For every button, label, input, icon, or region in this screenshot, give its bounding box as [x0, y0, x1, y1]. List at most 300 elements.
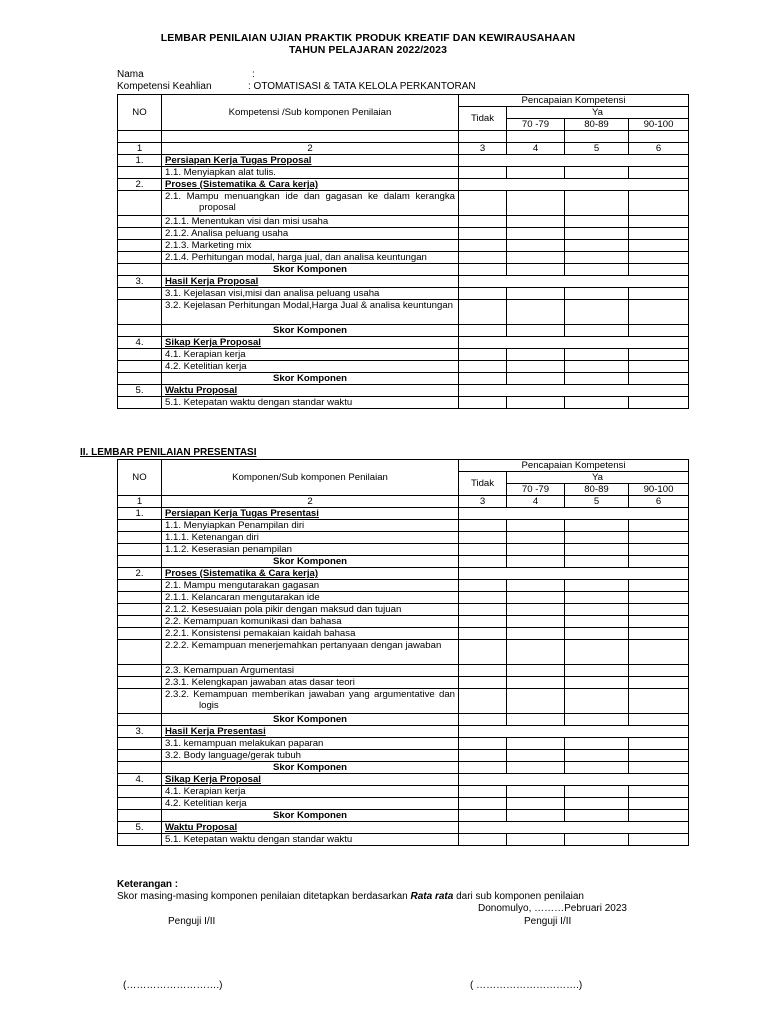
score-cell[interactable] [629, 592, 689, 604]
table-row [118, 810, 689, 822]
row-number [118, 677, 162, 689]
score-cell[interactable] [507, 373, 565, 385]
score-cell[interactable] [507, 689, 565, 714]
row-number [118, 834, 162, 846]
score-cell[interactable] [565, 750, 629, 762]
table-row [118, 798, 689, 810]
col-index: 4 [507, 496, 565, 508]
score-cell[interactable] [459, 544, 507, 556]
row-number [118, 532, 162, 544]
score-cell[interactable] [459, 373, 507, 385]
subcomponent-label: 1.1.2. Keserasian penampilan [162, 544, 459, 556]
score-cell[interactable] [459, 349, 507, 361]
row-number [118, 616, 162, 628]
subcomponent-label: 2.1.3. Marketing mix [162, 240, 459, 252]
document-title: LEMBAR PENILAIAN UJIAN PRAKTIK PRODUK KREATIF DAN KEWIRAUSAHAAN [160, 32, 576, 44]
score-cell[interactable] [565, 762, 629, 774]
component-heading: Waktu Proposal [162, 385, 459, 397]
score-cell[interactable] [507, 604, 565, 616]
score-cell[interactable] [507, 640, 565, 665]
kompetensi-value: : OTOMATISASI & TATA KELOLA PERKANTORAN [248, 81, 476, 92]
score-cell[interactable] [565, 665, 629, 677]
score-cell[interactable] [459, 167, 507, 179]
score-cell[interactable] [629, 738, 689, 750]
merged-score-cell [459, 385, 689, 397]
row-number [118, 191, 162, 216]
score-cell[interactable] [459, 520, 507, 532]
score-cell[interactable] [629, 167, 689, 179]
score-cell[interactable] [507, 580, 565, 592]
subcomponent-label: 2.2.1. Konsistensi pemakaian kaidah bahasa [162, 628, 459, 640]
score-cell[interactable] [629, 604, 689, 616]
row-number: 3. [118, 276, 162, 288]
score-cell[interactable] [507, 191, 565, 216]
score-cell[interactable] [459, 580, 507, 592]
score-cell[interactable] [629, 714, 689, 726]
table-row [118, 604, 689, 616]
score-cell[interactable] [507, 300, 565, 325]
table-row [118, 689, 689, 714]
row-number: 3. [118, 726, 162, 738]
score-cell[interactable] [565, 300, 629, 325]
score-cell[interactable] [565, 640, 629, 665]
subcomponent-label: 5.1. Ketepatan waktu dengan standar waktu [162, 834, 459, 846]
score-cell[interactable] [629, 349, 689, 361]
signature-left: (……………………….) [123, 980, 223, 991]
score-cell[interactable] [565, 786, 629, 798]
subcomponent-label: 2.1.1. Kelancaran mengutarakan ide [162, 592, 459, 604]
row-number [118, 592, 162, 604]
table-row [118, 508, 689, 520]
row-number [118, 520, 162, 532]
score-cell[interactable] [459, 810, 507, 822]
examiner-right-label: Penguji I/II [524, 916, 572, 927]
row-number [118, 738, 162, 750]
score-cell[interactable] [629, 786, 689, 798]
score-cell[interactable] [459, 834, 507, 846]
merged-score-cell [459, 726, 689, 738]
row-number [118, 762, 162, 774]
score-cell[interactable] [507, 762, 565, 774]
row-number [118, 810, 162, 822]
score-cell[interactable] [565, 325, 629, 337]
merged-score-cell [459, 822, 689, 834]
subcomponent-label: 2.2. Kemampuan komunikasi dan bahasa [162, 616, 459, 628]
nama-colon: : [252, 69, 255, 80]
score-cell[interactable] [629, 580, 689, 592]
score-cell[interactable] [459, 592, 507, 604]
score-cell[interactable] [507, 361, 565, 373]
score-cell[interactable] [459, 556, 507, 568]
table-row [118, 580, 689, 592]
merged-score-cell [459, 155, 689, 167]
col-index: 6 [629, 496, 689, 508]
score-cell[interactable] [459, 677, 507, 689]
table-row [118, 822, 689, 834]
table-row [118, 665, 689, 677]
score-cell[interactable] [629, 216, 689, 228]
score-cell[interactable] [459, 300, 507, 325]
score-cell[interactable] [459, 288, 507, 300]
table-row [118, 544, 689, 556]
row-number: 4. [118, 774, 162, 786]
score-cell[interactable] [459, 532, 507, 544]
col-index: 1 [118, 496, 162, 508]
score-cell[interactable] [565, 264, 629, 276]
score-cell[interactable] [565, 689, 629, 714]
col-index: 3 [459, 143, 507, 155]
score-cell[interactable] [507, 532, 565, 544]
score-cell[interactable] [507, 544, 565, 556]
subcomponent-text: 3.2. Kejelasan Perhitungan Modal,Harga Jual & analisa keuntungan [165, 300, 454, 311]
score-cell[interactable] [629, 264, 689, 276]
col-no-header: NO [118, 460, 162, 496]
score-cell[interactable] [565, 520, 629, 532]
score-cell[interactable] [459, 191, 507, 216]
component-heading: Persiapan Kerja Tugas Proposal [162, 155, 459, 167]
score-cell[interactable] [507, 616, 565, 628]
score-cell[interactable] [565, 532, 629, 544]
score-cell[interactable] [565, 714, 629, 726]
subcomponent-label: 2.3.1. Kelengkapan jawaban atas dasar teori [162, 677, 459, 689]
kompetensi-label: Kompetensi Keahlian [117, 81, 212, 92]
component-heading: Proses (Sistematika & Cara kerja) [162, 568, 459, 580]
table-row [118, 276, 689, 288]
col-ya-header: Ya [507, 107, 689, 119]
col-range-90-100: 90-100 [629, 484, 689, 496]
score-cell[interactable] [629, 762, 689, 774]
table-row [118, 191, 689, 216]
subcomponent-label [162, 191, 459, 216]
score-cell[interactable] [565, 628, 629, 640]
score-cell[interactable] [459, 689, 507, 714]
place-date: Donomulyo, ………Pebruari 2023 [478, 903, 627, 914]
score-cell[interactable] [507, 798, 565, 810]
row-number [118, 264, 162, 276]
row-number [118, 786, 162, 798]
score-cell[interactable] [629, 252, 689, 264]
score-cell[interactable] [565, 834, 629, 846]
proposal-assessment-table [117, 94, 689, 409]
score-cell[interactable] [565, 240, 629, 252]
score-cell[interactable] [629, 689, 689, 714]
row-number [118, 798, 162, 810]
row-number [118, 240, 162, 252]
score-cell[interactable] [629, 191, 689, 216]
component-score-label: Skor Komponen [162, 556, 459, 568]
table-row [118, 532, 689, 544]
row-number [118, 288, 162, 300]
keterangan-note [117, 891, 584, 902]
table-row [118, 337, 689, 349]
col-range-70-79: 70 -79 [507, 119, 565, 131]
score-cell[interactable] [629, 810, 689, 822]
score-cell[interactable] [459, 714, 507, 726]
score-cell[interactable] [459, 628, 507, 640]
score-cell[interactable] [629, 677, 689, 689]
col-index: 6 [629, 143, 689, 155]
score-cell[interactable] [565, 252, 629, 264]
row-number [118, 604, 162, 616]
row-number [118, 556, 162, 568]
score-cell[interactable] [629, 240, 689, 252]
score-cell[interactable] [459, 264, 507, 276]
score-cell[interactable] [565, 544, 629, 556]
score-cell[interactable] [507, 665, 565, 677]
table-row [118, 714, 689, 726]
score-cell[interactable] [565, 397, 629, 409]
row-number [118, 373, 162, 385]
row-number: 5. [118, 385, 162, 397]
score-cell[interactable] [507, 397, 565, 409]
score-cell[interactable] [459, 616, 507, 628]
presentation-assessment-table [117, 459, 689, 846]
subcomponent-label: 2.1.4. Perhitungan modal, harga jual, dan analisa keuntungan [162, 252, 459, 264]
table-row [118, 385, 689, 397]
col-range-80-89: 80-89 [565, 119, 629, 131]
score-cell[interactable] [459, 640, 507, 665]
score-cell[interactable] [507, 592, 565, 604]
document-subtitle: TAHUN PELAJARAN 2022/2023 [288, 44, 448, 56]
score-cell[interactable] [565, 228, 629, 240]
row-number [118, 750, 162, 762]
score-cell[interactable] [565, 556, 629, 568]
score-cell[interactable] [507, 349, 565, 361]
score-cell[interactable] [507, 628, 565, 640]
score-cell[interactable] [629, 373, 689, 385]
score-cell[interactable] [565, 580, 629, 592]
table-row [118, 264, 689, 276]
score-cell[interactable] [459, 228, 507, 240]
score-cell[interactable] [565, 798, 629, 810]
score-cell[interactable] [565, 604, 629, 616]
col-no-header: NO [118, 95, 162, 131]
col-index: 5 [565, 143, 629, 155]
table-row [118, 179, 689, 191]
table-row [118, 155, 689, 167]
score-cell[interactable] [565, 288, 629, 300]
score-cell[interactable] [565, 738, 629, 750]
subcomponent-label [162, 640, 459, 665]
score-cell[interactable] [629, 798, 689, 810]
score-cell[interactable] [459, 665, 507, 677]
table-row [118, 834, 689, 846]
row-number [118, 640, 162, 665]
row-number: 2. [118, 179, 162, 191]
col-index: 2 [162, 143, 459, 155]
row-number [118, 252, 162, 264]
score-cell[interactable] [507, 677, 565, 689]
score-cell[interactable] [459, 762, 507, 774]
score-cell[interactable] [507, 750, 565, 762]
score-cell[interactable] [459, 361, 507, 373]
subcomponent-label [162, 689, 459, 714]
score-cell[interactable] [459, 750, 507, 762]
subcomponent-text: 2.1. Mampu menuangkan ide dan gagasan ke dalam kerangka proposal [165, 191, 455, 213]
score-cell[interactable] [507, 520, 565, 532]
table-row [118, 325, 689, 337]
row-number [118, 325, 162, 337]
score-cell[interactable] [507, 216, 565, 228]
component-heading: Waktu Proposal [162, 822, 459, 834]
row-number: 1. [118, 155, 162, 167]
score-cell[interactable] [459, 252, 507, 264]
score-cell[interactable] [459, 798, 507, 810]
component-heading: Hasil Kerja Proposal [162, 276, 459, 288]
merged-score-cell [459, 508, 689, 520]
score-cell[interactable] [565, 361, 629, 373]
table-row [118, 520, 689, 532]
merged-score-cell [459, 337, 689, 349]
score-cell[interactable] [507, 810, 565, 822]
table-row [118, 216, 689, 228]
score-cell[interactable] [507, 738, 565, 750]
subcomponent-label [162, 300, 459, 325]
score-cell[interactable] [459, 240, 507, 252]
table-row [118, 288, 689, 300]
score-cell[interactable] [507, 325, 565, 337]
col-index: 2 [162, 496, 459, 508]
score-cell[interactable] [565, 616, 629, 628]
score-cell[interactable] [507, 714, 565, 726]
signature-right: ( ………………………….) [470, 980, 583, 991]
row-number [118, 580, 162, 592]
score-cell[interactable] [629, 750, 689, 762]
score-cell[interactable] [565, 810, 629, 822]
score-cell[interactable] [629, 532, 689, 544]
component-heading: Sikap Kerja Proposal [162, 337, 459, 349]
table-row [118, 750, 689, 762]
table-row [118, 397, 689, 409]
score-cell[interactable] [459, 738, 507, 750]
score-cell[interactable] [459, 397, 507, 409]
subcomponent-label: 4.1. Kerapian kerja [162, 349, 459, 361]
table-row [118, 349, 689, 361]
component-score-label: Skor Komponen [162, 714, 459, 726]
subcomponent-label: 2.1.2. Analisa peluang usaha [162, 228, 459, 240]
nama-label: Nama [117, 69, 144, 80]
col-range-70-79: 70 -79 [507, 484, 565, 496]
keterangan-text-b: dari sub komponen penilaian [453, 891, 584, 902]
row-number [118, 300, 162, 325]
score-cell[interactable] [507, 228, 565, 240]
component-score-label: Skor Komponen [162, 325, 459, 337]
score-cell[interactable] [629, 834, 689, 846]
subcomponent-label: 3.2. Body language/gerak tubuh [162, 750, 459, 762]
score-cell[interactable] [629, 628, 689, 640]
score-cell[interactable] [629, 397, 689, 409]
score-cell[interactable] [459, 216, 507, 228]
table-row [118, 240, 689, 252]
table-row [118, 300, 689, 325]
row-number: 5. [118, 822, 162, 834]
subcomponent-label: 1.1. Menyiapkan Penampilan diri [162, 520, 459, 532]
col-index: 5 [565, 496, 629, 508]
table-row [118, 640, 689, 665]
row-number [118, 216, 162, 228]
merged-score-cell [459, 774, 689, 786]
score-cell[interactable] [565, 167, 629, 179]
table-row [118, 774, 689, 786]
table-row [118, 786, 689, 798]
score-cell[interactable] [459, 325, 507, 337]
col-range-80-89: 80-89 [565, 484, 629, 496]
subcomponent-label: 4.2. Ketelitian kerja [162, 361, 459, 373]
table-row [118, 252, 689, 264]
score-cell[interactable] [565, 373, 629, 385]
keterangan-text-a: Skor masing-masing komponen penilaian ditetapkan berdasarkan [117, 891, 411, 902]
col-ya-header: Ya [507, 472, 689, 484]
score-cell[interactable] [565, 216, 629, 228]
col-pencapaian-header: Pencapaian Kompetensi [459, 460, 689, 472]
score-cell[interactable] [565, 191, 629, 216]
row-number [118, 167, 162, 179]
component-heading: Hasil Kerja Presentasi [162, 726, 459, 738]
score-cell[interactable] [565, 677, 629, 689]
score-cell[interactable] [459, 604, 507, 616]
score-cell[interactable] [507, 264, 565, 276]
score-cell[interactable] [629, 640, 689, 665]
col-tidak-header: Tidak [459, 107, 507, 131]
score-cell[interactable] [629, 520, 689, 532]
table-row [118, 628, 689, 640]
score-cell[interactable] [507, 556, 565, 568]
score-cell[interactable] [629, 544, 689, 556]
keterangan-label: Keterangan : [117, 879, 179, 890]
score-cell[interactable] [629, 228, 689, 240]
score-cell[interactable] [629, 665, 689, 677]
score-cell[interactable] [629, 556, 689, 568]
score-cell[interactable] [629, 325, 689, 337]
subcomponent-label: 1.1.1. Ketenangan diri [162, 532, 459, 544]
subcomponent-text: 2.2.2. Kemampuan menerjemahkan pertanyaan dengan jawaban [165, 640, 442, 651]
score-cell[interactable] [507, 834, 565, 846]
score-cell[interactable] [629, 288, 689, 300]
score-cell[interactable] [459, 786, 507, 798]
score-cell[interactable] [629, 616, 689, 628]
subcomponent-text: 2.3.2. Kemampuan memberikan jawaban yang argumentative dan logis [165, 689, 455, 711]
col-komponen-header: Kompetensi /Sub komponen Penilaian [162, 95, 459, 131]
subcomponent-label: 3.1. Kejelasan visi,misi dan analisa peluang usaha [162, 288, 459, 300]
component-score-label: Skor Komponen [162, 810, 459, 822]
row-number [118, 397, 162, 409]
component-score-label: Skor Komponen [162, 264, 459, 276]
table-row [118, 361, 689, 373]
row-number [118, 714, 162, 726]
table-row [118, 167, 689, 179]
score-cell[interactable] [565, 349, 629, 361]
score-cell[interactable] [629, 361, 689, 373]
col-komponen-header: Komponen/Sub komponen Penilaian [162, 460, 459, 496]
score-cell[interactable] [629, 300, 689, 325]
subcomponent-label: 4.2. Ketelitian kerja [162, 798, 459, 810]
row-number: 4. [118, 337, 162, 349]
score-cell[interactable] [507, 167, 565, 179]
row-number [118, 361, 162, 373]
score-cell[interactable] [565, 592, 629, 604]
row-number: 1. [118, 508, 162, 520]
subcomponent-label: 3.1. kemampuan melakukan paparan [162, 738, 459, 750]
subcomponent-label: 2.3. Kemampuan Argumentasi [162, 665, 459, 677]
row-number: 2. [118, 568, 162, 580]
score-cell[interactable] [507, 288, 565, 300]
score-cell[interactable] [507, 240, 565, 252]
table-row [118, 762, 689, 774]
score-cell[interactable] [507, 252, 565, 264]
score-cell[interactable] [507, 786, 565, 798]
subcomponent-label: 2.1.1. Menentukan visi dan misi usaha [162, 216, 459, 228]
table-row [118, 592, 689, 604]
